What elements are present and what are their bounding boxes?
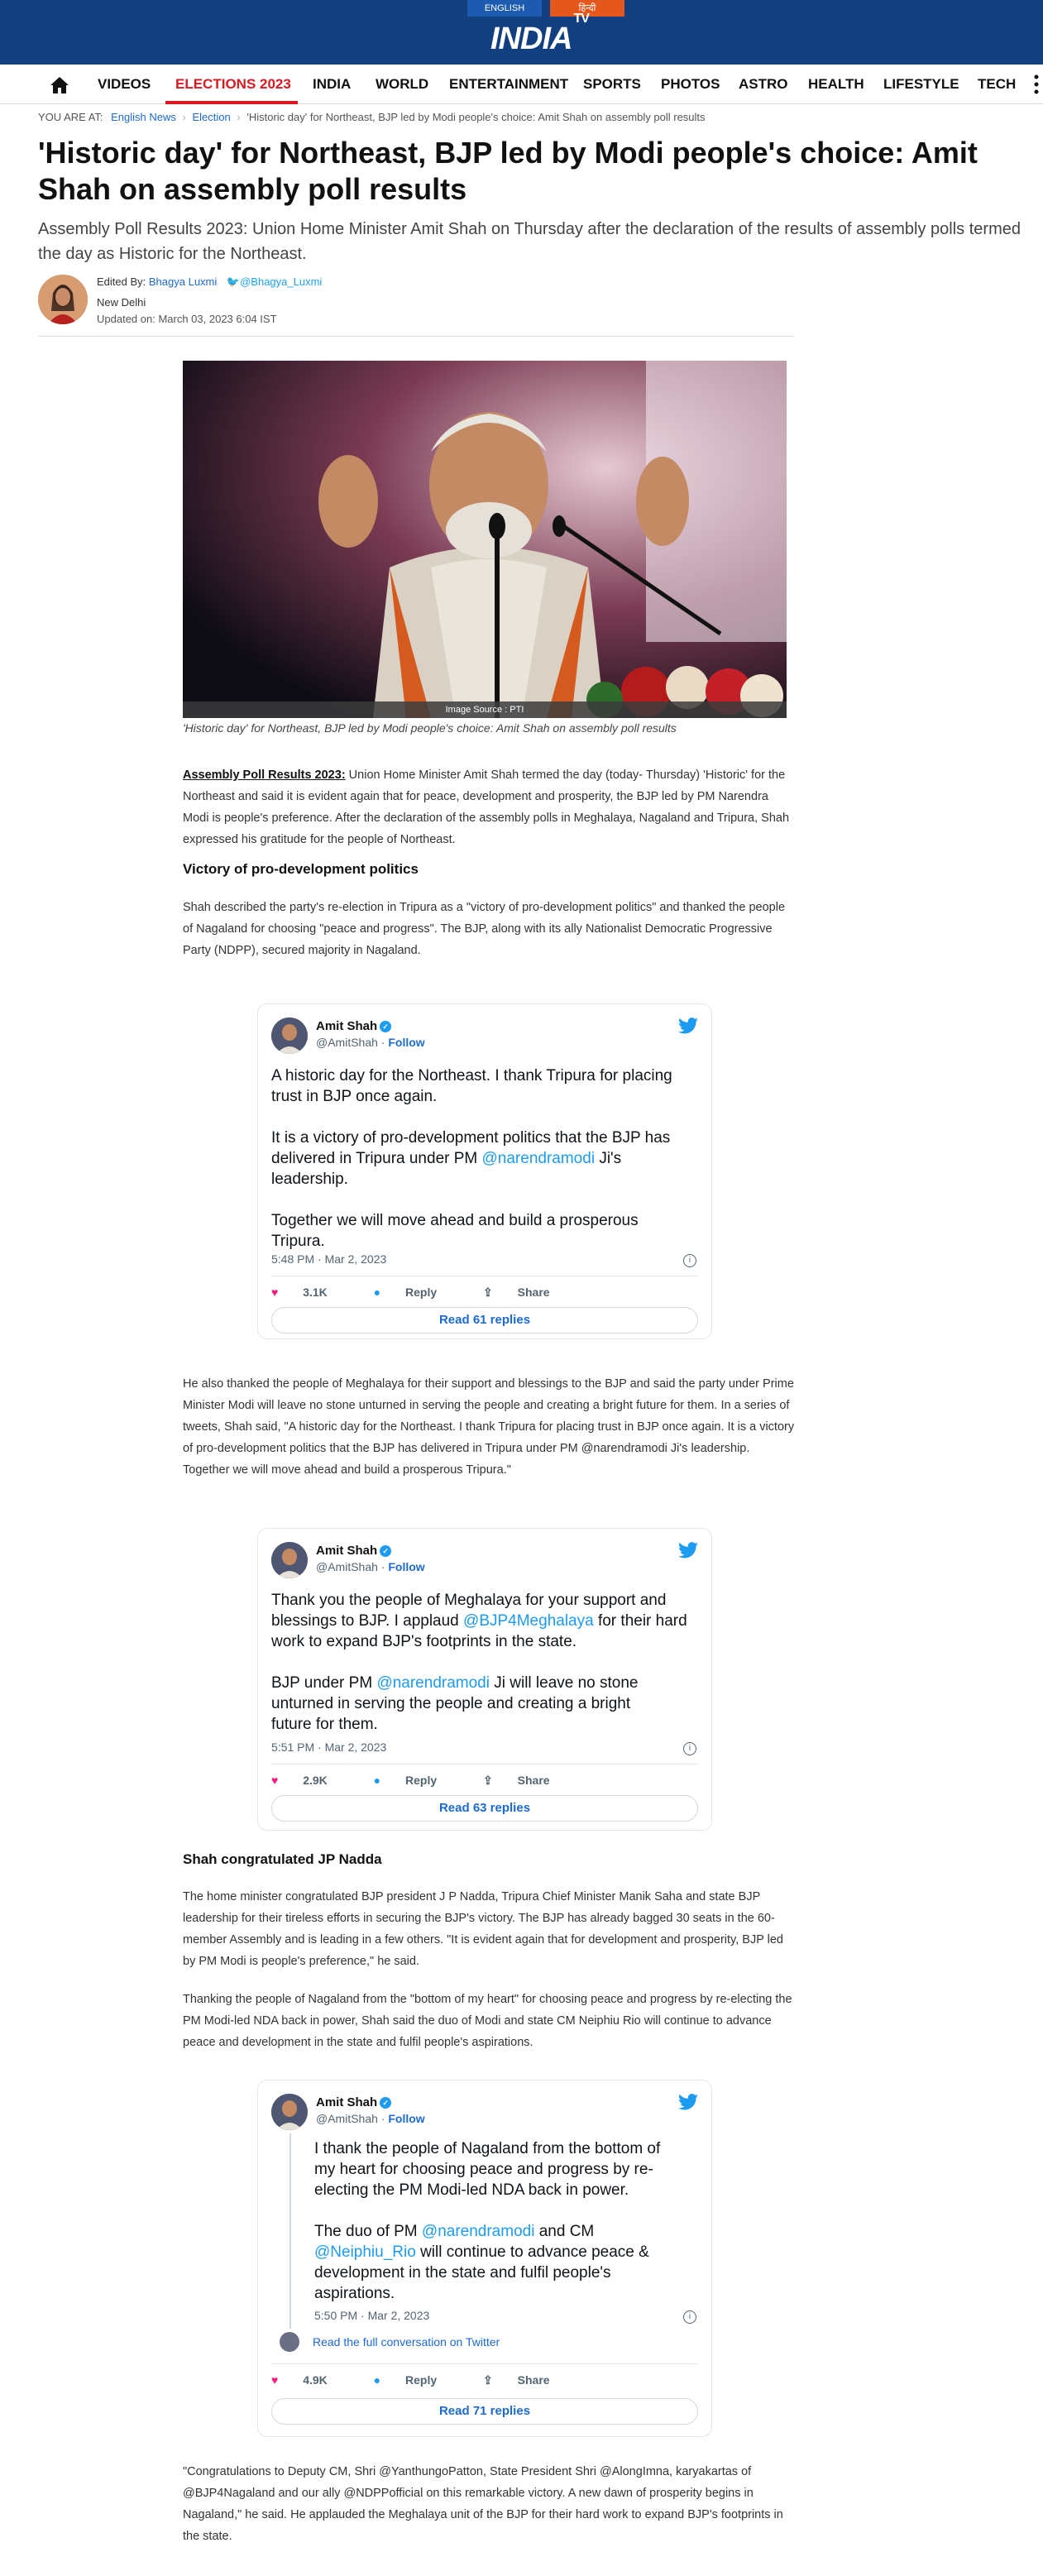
breadcrumb-election[interactable]: Election: [192, 111, 231, 123]
share-label: Share: [517, 1774, 550, 1787]
nav-lifestyle[interactable]: LIFESTYLE: [883, 76, 959, 92]
twitter-logo-icon[interactable]: [678, 2094, 698, 2110]
tweet-text-span: and CM: [534, 2223, 595, 2240]
verified-badge-icon: ✓: [380, 2097, 391, 2109]
edited-by-label: Edited By:: [97, 275, 146, 288]
tweet-timestamp[interactable]: 5:51 PM · Mar 2, 2023: [271, 1740, 387, 1754]
reply-button[interactable]: [374, 1774, 458, 1787]
breadcrumb-english-news[interactable]: English News: [111, 111, 176, 123]
reply-bubble-icon: ●: [373, 1286, 381, 1299]
home-icon[interactable]: [50, 76, 69, 94]
thread-avatar: [280, 2332, 299, 2352]
heart-icon: ♥: [271, 1286, 279, 1299]
reply-label: Reply: [405, 1774, 438, 1787]
share-button[interactable]: [483, 2373, 572, 2387]
nav-videos[interactable]: VIDEOS: [98, 76, 151, 92]
tweet-actions: [271, 2373, 593, 2387]
paragraph-text: Union Home Minister Amit Shah termed the day (today- Thursday) 'Historic' for the Northeast and said it is evident again that for peace, development and prosperity, the BJP led by PM Narendra Modi is people's preference. After the declaration of the assembly polls in Meghalaya, Nagaland and Tripura, Shah expressed his gratitude for the people of Northeast.: [183, 768, 790, 846]
more-menu-icon[interactable]: [1034, 73, 1039, 96]
reply-button[interactable]: [374, 2373, 458, 2387]
tweet-text: [314, 2138, 703, 2304]
tweet-text-span: Ji will leave no stone: [489, 1674, 639, 1692]
reply-label: Reply: [405, 1286, 438, 1299]
tweet-line: A historic day for the Northeast. I thank Tripura for placing: [271, 1067, 672, 1085]
tweet-line: Together we will move ahead and build a prosperous: [271, 1212, 639, 1229]
tweet-text-span: will continue to advance peace &: [415, 2243, 649, 2261]
tweet-line: work to expand BJP's footprints in the state.: [271, 1633, 577, 1650]
lang-hindi-tab[interactable]: हिन्दी: [550, 0, 624, 17]
tweet-line: development in the state and fulfil people's: [314, 2264, 611, 2282]
tweet-line: electing the PM Modi-led NDA back in power.: [314, 2181, 629, 2199]
main-nav: [0, 65, 1043, 104]
embedded-tweet-1[interactable]: [257, 1003, 712, 1339]
tweet-handle-text: @AmitShah: [316, 2112, 378, 2125]
like-button[interactable]: [271, 2373, 349, 2387]
tweet-author-name[interactable]: [316, 1544, 391, 1558]
article-title: 'Historic day' for Northeast, BJP led by Modi people's choice: Amit Shah on assembly poll results: [38, 136, 978, 206]
nav-india[interactable]: INDIA: [313, 76, 352, 92]
like-count: 2.9K: [303, 1774, 328, 1787]
embedded-tweet-3[interactable]: [257, 2080, 712, 2437]
tweet-text-span: Ji's: [595, 1150, 622, 1167]
tweet-handle-text: @AmitShah: [316, 1560, 378, 1573]
nav-sports[interactable]: SPORTS: [583, 76, 641, 92]
updated-timestamp: Updated on: March 03, 2023 6:04 IST: [97, 313, 277, 325]
reply-bubble-icon: ●: [373, 2373, 381, 2387]
nav-tech[interactable]: TECH: [978, 76, 1017, 92]
tweet-author-name-text: Amit Shah: [316, 2095, 378, 2109]
tweet-actions: [271, 1774, 593, 1788]
tweet-author-name[interactable]: [316, 2095, 391, 2109]
tweet-text-span: BJP under PM: [271, 1674, 377, 1692]
mention-link[interactable]: @narendramodi: [481, 1150, 596, 1167]
mention-link[interactable]: @narendramodi: [376, 1674, 490, 1692]
tweet-line: trust in BJP once again.: [271, 1088, 438, 1105]
info-icon[interactable]: i: [683, 1742, 696, 1755]
like-count: 4.9K: [303, 2373, 328, 2387]
breadcrumb: [38, 111, 706, 123]
breadcrumb-prefix: YOU ARE AT:: [38, 111, 103, 123]
editor-avatar[interactable]: [38, 275, 88, 324]
article-paragraph-3: He also thanked the people of Meghalaya for their support and blessings to the BJP and said the party under Prime Minister Modi will leave no stone unturned in serving the people and creating a bright future for them. In a series of tweets, Shah said, "A historic day for the Northeast. I thank Tripura for placing trust in BJP once again. It is a victory of pro-development politics that the BJP has delivered in Tripura under PM @narendramodi Ji's leadership. Together we will move ahead and build a prosperous Tripura.": [183, 1377, 795, 1477]
read-replies-button[interactable]: Read 63 replies: [271, 1795, 698, 1822]
tweet-timestamp[interactable]: 5:50 PM · Mar 2, 2023: [314, 2309, 430, 2322]
read-replies-button[interactable]: Read 61 replies: [271, 1307, 698, 1333]
share-button[interactable]: [483, 1286, 572, 1299]
read-replies-button[interactable]: Read 71 replies: [271, 2398, 698, 2425]
breadcrumb-separator: ›: [182, 111, 186, 123]
tweet-line: unturned in serving the people and creating a bright: [271, 1695, 631, 1712]
share-icon: ⇪: [483, 1286, 493, 1299]
tweet-follow-button[interactable]: Follow: [388, 1560, 425, 1573]
nav-entertainment[interactable]: ENTERTAINMENT: [449, 76, 569, 92]
reply-label: Reply: [405, 2373, 438, 2387]
article-paragraph-2: Shah described the party's re-election in Tripura as a "victory of pro-development politics" and thanked the people of Nagaland for choosing "peace and progress". The BJP, along with its ally Nationalist Democratic Progressive Party (NDPP), secured majority in Nagaland.: [183, 901, 786, 957]
section-heading-nadda: Shah congratulated JP Nadda: [183, 1851, 382, 1867]
image-source: Image Source : PTI: [183, 701, 787, 718]
share-label: Share: [517, 1286, 550, 1299]
tweet-line: It is a victory of pro-development politics that the BJP has: [271, 1129, 671, 1147]
breadcrumb-current: 'Historic day' for Northeast, BJP led by Modi people's choice: Amit Shah on assembly poll results: [246, 111, 706, 123]
tweet-line: my heart for choosing peace and progress by re-: [314, 2161, 653, 2178]
share-icon: ⇪: [483, 1774, 493, 1787]
tweet-handle-text: @AmitShah: [316, 1036, 378, 1049]
heart-icon: ♥: [271, 1774, 279, 1787]
tweet-line: Thank you the people of Meghalaya for your support and: [271, 1592, 667, 1609]
tweet-author-avatar[interactable]: [271, 1542, 308, 1578]
divider: [38, 336, 794, 337]
twitter-bird-icon: 🐦: [226, 275, 241, 288]
embedded-tweet-2[interactable]: [257, 1528, 712, 1831]
tweet-author-handle: @AmitShah · Follow: [316, 1560, 425, 1573]
tweet-divider: [271, 2363, 698, 2364]
tweet-author-name-text: Amit Shah: [316, 1019, 378, 1033]
nav-astro[interactable]: ASTRO: [739, 76, 788, 92]
tweet-author-name[interactable]: [316, 1019, 391, 1033]
reply-bubble-icon: ●: [373, 1774, 381, 1787]
tweet-text: [271, 1065, 672, 1252]
twitter-logo-icon[interactable]: [678, 1542, 698, 1559]
editor-twitter-handle: @Bhagya_Luxmi: [240, 275, 323, 288]
tweet-text: [271, 1590, 687, 1735]
editor-name[interactable]: Bhagya Luxmi: [148, 275, 218, 288]
tweet-follow-button[interactable]: Follow: [388, 2112, 425, 2125]
tweet-timestamp[interactable]: 5:48 PM · Mar 2, 2023: [271, 1252, 387, 1266]
dateline-location: New Delhi: [97, 296, 146, 309]
hero-image: [183, 361, 787, 718]
tweet-line: [271, 1148, 672, 1169]
tweet-line: Tripura.: [271, 1233, 325, 1250]
reply-button[interactable]: [374, 1286, 458, 1299]
nav-active-indicator: [165, 101, 298, 104]
nav-elections-2023[interactable]: ELECTIONS 2023: [175, 76, 291, 92]
nav-health[interactable]: HEALTH: [808, 76, 864, 92]
nav-world[interactable]: WORLD: [376, 76, 429, 92]
paragraph-lead: Assembly Poll Results 2023:: [183, 768, 346, 782]
tweet-author-avatar[interactable]: [271, 2094, 308, 2130]
mention-link[interactable]: @BJP4Meghalaya: [463, 1612, 594, 1630]
tweet-text-span: The duo of PM: [314, 2223, 422, 2240]
tweet-line: [314, 2242, 703, 2262]
site-logo[interactable]: [490, 12, 598, 58]
share-label: Share: [517, 2373, 550, 2387]
image-caption: 'Historic day' for Northeast, BJP led by Modi people's choice: Amit Shah on assembly poll results: [183, 721, 677, 735]
info-icon[interactable]: i: [683, 2310, 696, 2324]
tweet-line: leadership.: [271, 1171, 348, 1188]
tweet-line: future for them.: [271, 1716, 378, 1733]
logo-sup: TV: [573, 12, 589, 26]
site-header: [0, 0, 1043, 65]
logo-text: INDIA: [490, 22, 572, 56]
verified-badge-icon: ✓: [380, 1545, 391, 1557]
editor-twitter[interactable]: [227, 275, 322, 288]
nav-photos[interactable]: PHOTOS: [661, 76, 720, 92]
tweet-author-handle: @AmitShah · Follow: [316, 2112, 425, 2125]
read-conversation-link[interactable]: Read the full conversation on Twitter: [313, 2335, 500, 2349]
like-count: 3.1K: [303, 1286, 328, 1299]
tweet-text-span: delivered in Tripura under PM: [271, 1150, 482, 1167]
tweet-author-handle: @AmitShah · Follow: [316, 1036, 425, 1049]
tweet-text-span: blessings to BJP. I applaud: [271, 1612, 464, 1630]
tweet-text-span: for their hard: [593, 1612, 687, 1630]
article-paragraph-4: The home minister congratulated BJP president J P Nadda, Tripura Chief Minister Manik Saha and state BJP leadership for their tireless efforts in securing the BJP's victory. The BJP has already bagged 30 seats in the 60-member Assembly and is leading in a few others. "It is evident again that for development and prosperity, BJP led by PM Modi is people's preference," he said.: [183, 1890, 783, 1968]
tweet-line: [314, 2221, 703, 2242]
article-paragraph-6: "Congratulations to Deputy CM, Shri @YanthungoPatton, State President Shri @AlongImna, karyakartas of @BJP4Nagaland and our ally @NDPPofficial on this remarkable victory. A new dawn of prosperity begins in Nagaland," he said. He applauded the Meghalaya unit of the BJP for their hard work to expand BJP's footprints in the state.: [183, 2465, 783, 2543]
like-button[interactable]: [271, 1286, 349, 1299]
heart-icon: ♥: [271, 2373, 279, 2387]
twitter-logo-icon[interactable]: [678, 1017, 698, 1034]
share-button[interactable]: [483, 1774, 572, 1787]
verified-badge-icon: ✓: [380, 1021, 391, 1032]
mention-link[interactable]: @Neiphiu_Rio: [314, 2243, 416, 2261]
tweet-follow-button[interactable]: Follow: [388, 1036, 425, 1049]
lang-english-tab[interactable]: ENGLISH: [467, 0, 542, 17]
tweet-line: [271, 1673, 687, 1693]
tweet-actions: [271, 1286, 593, 1300]
tweet-line: aspirations.: [314, 2285, 395, 2302]
like-button[interactable]: [271, 1774, 349, 1787]
tweet-line: I thank the people of Nagaland from the bottom of: [314, 2140, 661, 2157]
info-icon[interactable]: i: [683, 1254, 696, 1267]
tweet-line: [271, 1611, 687, 1631]
section-heading-victory: Victory of pro-development politics: [183, 861, 419, 877]
tweet-author-name-text: Amit Shah: [316, 1544, 378, 1558]
tweet-author-avatar[interactable]: [271, 1017, 308, 1054]
breadcrumb-separator: ›: [237, 111, 241, 123]
article-paragraph-1: [183, 764, 795, 850]
article-paragraph-5: Thanking the people of Nagaland from the "bottom of my heart" for choosing peace and progress by re-electing the PM Modi-led NDA back in power, Shah said the duo of Modi and state CM Neiphiu Rio will continue to advance peace and development in the state and fulfil people's aspirations.: [183, 1993, 792, 2049]
byline: [97, 275, 322, 289]
thread-line: [289, 2133, 291, 2329]
share-icon: ⇪: [483, 2373, 493, 2387]
mention-link[interactable]: @narendramodi: [421, 2223, 535, 2240]
article-subtitle: Assembly Poll Results 2023: Union Home Minister Amit Shah on Thursday after the declaration of the results of assembly polls termed the day as Historic for the Northeast.: [38, 220, 1021, 263]
